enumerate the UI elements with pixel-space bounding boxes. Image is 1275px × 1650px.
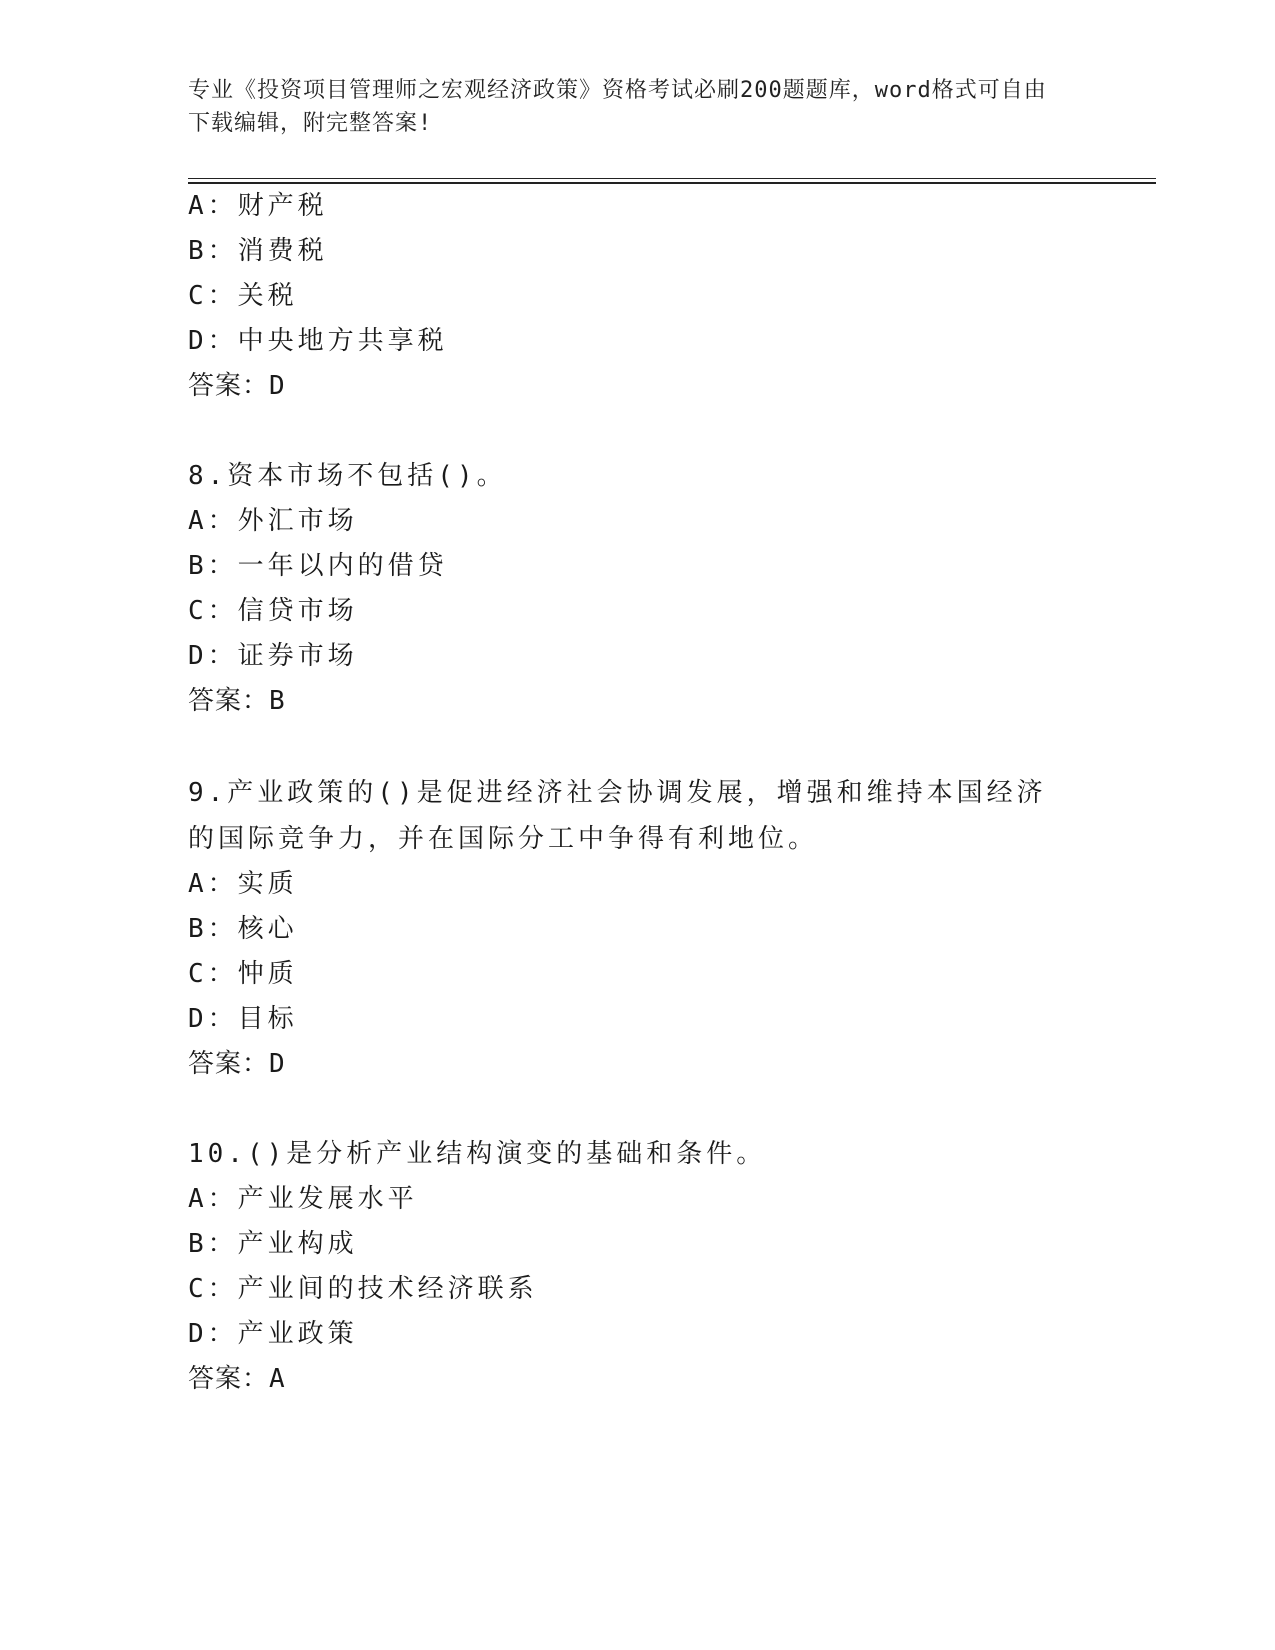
- q8-answer-value: B: [269, 686, 286, 716]
- header-rule-thick: [188, 182, 1156, 184]
- q10-answer-value: A: [269, 1364, 286, 1394]
- q9-option-c: C：忡质: [188, 959, 298, 989]
- q8-option-c: C：信贷市场: [188, 596, 358, 626]
- q7-option-a: A：财产税: [188, 191, 328, 221]
- q10-question: 10.()是分析产业结构演变的基础和条件。: [188, 1139, 767, 1169]
- q9-answer-value: D: [269, 1049, 286, 1079]
- q9-option-a: A：实质: [188, 869, 298, 899]
- q7-option-d: D：中央地方共享税: [188, 326, 448, 356]
- q8-option-a: A：外汇市场: [188, 506, 358, 536]
- q7-answer: [188, 370, 286, 402]
- q10-answer-label: 答案：: [188, 1364, 270, 1394]
- q9-question: 9.产业政策的()是促进经济社会协调发展，增强和维持本国经济的国际竞争力，并在国际分工中争得有利地位。: [188, 778, 1047, 854]
- q8-option-b: B：一年以内的借贷: [188, 551, 448, 581]
- q7-answer-label: 答案：: [188, 371, 270, 401]
- q8-option-d: D：证券市场: [188, 641, 358, 671]
- q10-option-d: D：产业政策: [188, 1319, 358, 1349]
- q9-option-d: D：目标: [188, 1004, 298, 1034]
- header-rule-thin: [188, 178, 1156, 179]
- q10-option-a: A：产业发展水平: [188, 1184, 418, 1214]
- q10-option-c: C：产业间的技术经济联系: [188, 1274, 538, 1304]
- q9-answer-label: 答案：: [188, 1049, 270, 1079]
- q8-answer: [188, 685, 286, 717]
- q7-option-b: B：消费税: [188, 236, 328, 266]
- q7-answer-value: D: [269, 371, 286, 401]
- q7-option-c: C：关税: [188, 281, 298, 311]
- q10-option-b: B：产业构成: [188, 1229, 358, 1259]
- q8-question: 8.资本市场不包括()。: [188, 461, 507, 491]
- document-header: 专业《投资项目管理师之宏观经济政策》资格考试必刷200题题库，word格式可自由下载编辑，附完整答案!: [188, 78, 1047, 136]
- q9-answer: [188, 1048, 286, 1080]
- q8-answer-label: 答案：: [188, 686, 270, 716]
- q9-option-b: B：核心: [188, 914, 298, 944]
- q10-answer: [188, 1363, 286, 1395]
